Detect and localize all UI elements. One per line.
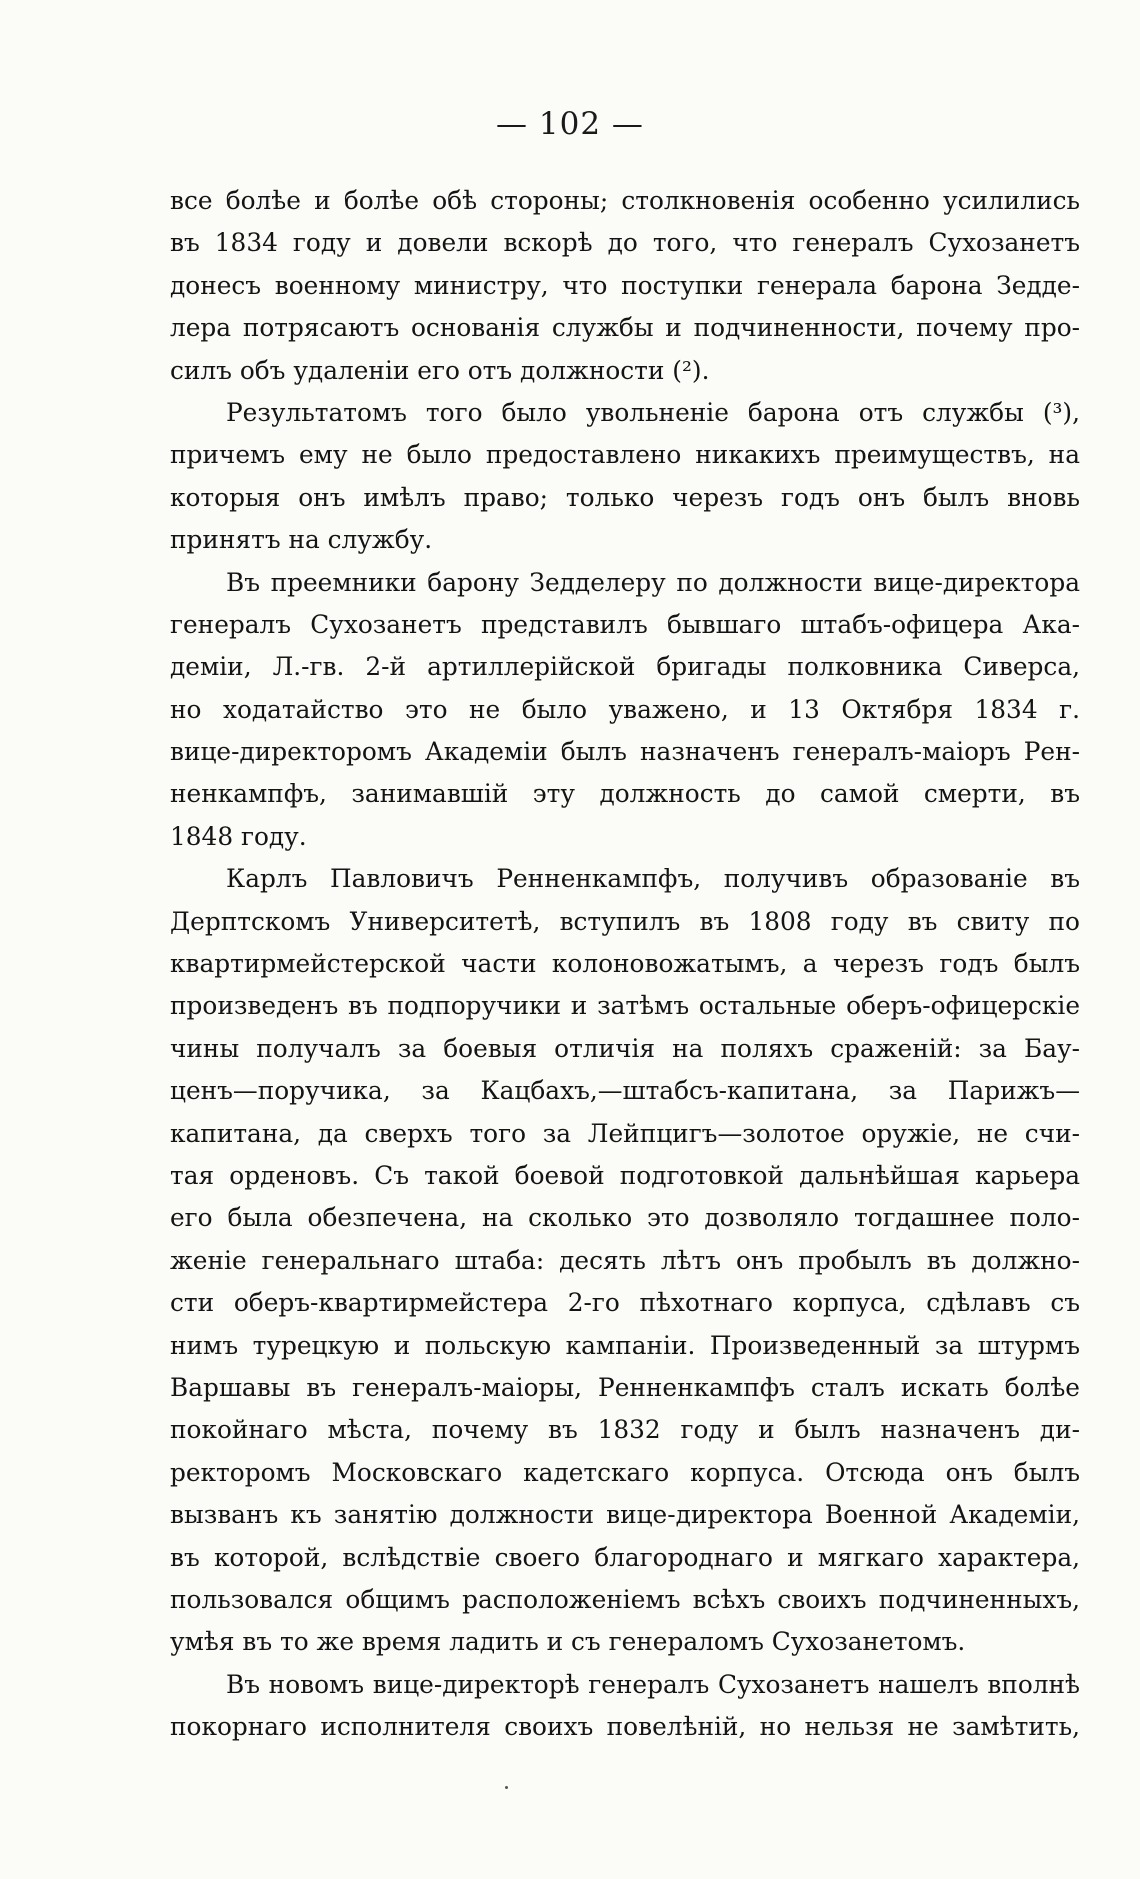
text-line: умѣя въ то же время ладить и съ генераломъ Сухозанетомъ. <box>170 1627 966 1657</box>
text-line: чины получалъ за боевыя отличія на поляхъ сраженій: за Бау- <box>170 1033 1080 1063</box>
text-line: его была обезпечена, на сколько это дозволяло тогдашнее поло- <box>170 1203 1080 1233</box>
text-line: Въ преемники барону Зедделеру по должности вице-директора <box>226 567 1080 597</box>
text-line: силъ объ удаленіи его отъ должности (²). <box>170 355 710 385</box>
text-line: покойнаго мѣста, почему въ 1832 году и былъ назначенъ ди- <box>170 1415 1080 1445</box>
text-line: все болѣе и болѣе обѣ стороны; столкновенія особенно усилились <box>170 186 1080 215</box>
print-speck <box>505 1786 508 1789</box>
text-line: ненкампфъ, занимавшій эту должность до самой смерти, въ <box>170 779 1080 809</box>
text-line: квартирмейстерской части колоновожатымъ, а черезъ годъ былъ <box>170 949 1080 979</box>
text-line: 1848 году. <box>170 821 307 851</box>
text-line: Карлъ Павловичъ Ренненкампфъ, получивъ образованіе въ <box>226 864 1080 894</box>
text-line: сти оберъ-квартирмейстера 2-го пѣхотнаго корпуса, сдѣлавъ съ <box>170 1288 1080 1318</box>
text-line: которыя онъ имѣлъ право; только черезъ годъ онъ былъ вновь <box>170 482 1080 512</box>
paragraph <box>170 858 1080 1663</box>
text-line: вице-директоромъ Академіи былъ назначенъ генералъ-маіоръ Рен- <box>170 737 1080 767</box>
text-line: деміи, Л.-гв. 2-й артиллерійской бригады полковника Сиверса, <box>170 652 1080 682</box>
text-line: принятъ на службу. <box>170 525 433 555</box>
text-line: Результатомъ того было увольненіе барона отъ службы (³), <box>226 397 1080 427</box>
text-line: тая орденовъ. Съ такой боевой подготовкой дальнѣйшая карьера <box>170 1160 1080 1190</box>
text-line: въ 1834 году и довели вскорѣ до того, что генералъ Сухозанетъ <box>170 228 1080 258</box>
text-line: Въ новомъ вице-директорѣ генералъ Сухозанетъ нашелъ вполнѣ <box>226 1669 1080 1699</box>
text-line: Варшавы въ генералъ-маіоры, Ренненкампфъ сталъ искать болѣе <box>170 1372 1080 1402</box>
text-line: въ которой, вслѣдствіе своего благороднаго и мягкаго характера, <box>170 1542 1080 1572</box>
text-line: ректоромъ Московскаго кадетскаго корпуса. Отсюда онъ былъ <box>170 1457 1080 1487</box>
text-line: произведенъ въ подпоручики и затѣмъ остальные оберъ-офицерскіе <box>170 991 1080 1021</box>
text-line: ценъ—поручика, за Кацбахъ,—штабсъ-капитана, за Парижъ— <box>170 1076 1080 1106</box>
paragraph <box>170 1664 1080 1749</box>
text-line: нимъ турецкую и польскую кампаніи. Произведенный за штурмъ <box>170 1330 1080 1360</box>
text-line: но ходатайство это не было уважено, и 13 Октября 1834 г. <box>170 694 1080 724</box>
text-line: капитана, да сверхъ того за Лейпцигъ—золотое оружіе, не счи- <box>170 1118 1080 1148</box>
paragraph <box>170 180 1080 392</box>
text-line: пользовался общимъ расположеніемъ всѣхъ своихъ подчиненныхъ, <box>170 1584 1080 1614</box>
text-line: причемъ ему не было предоставлено никакихъ преимуществъ, на <box>170 440 1080 470</box>
text-line: покорнаго исполнителя своихъ повелѣній, но нельзя не замѣтить, <box>170 1712 1080 1742</box>
text-line: Дерптскомъ Университетѣ, вступилъ въ 1808 году въ свиту по <box>170 906 1080 936</box>
text-line: донесъ военному министру, что поступки генерала барона Зедде- <box>170 270 1080 300</box>
paragraph <box>170 392 1080 562</box>
text-line: лера потрясаютъ основанія службы и подчиненности, почему про- <box>170 313 1080 343</box>
text-line: женіе генеральнаго штаба: десять лѣтъ онъ пробылъ въ должно- <box>170 1245 1080 1275</box>
paragraph <box>170 562 1080 859</box>
text-line: вызванъ къ занятію должности вице-директора Военной Академіи, <box>170 1500 1080 1530</box>
body-text <box>170 180 1080 1748</box>
text-line: генералъ Сухозанетъ представилъ бывшаго штабъ-офицера Ака- <box>170 609 1080 639</box>
page-number: — 102 — <box>496 106 644 142</box>
